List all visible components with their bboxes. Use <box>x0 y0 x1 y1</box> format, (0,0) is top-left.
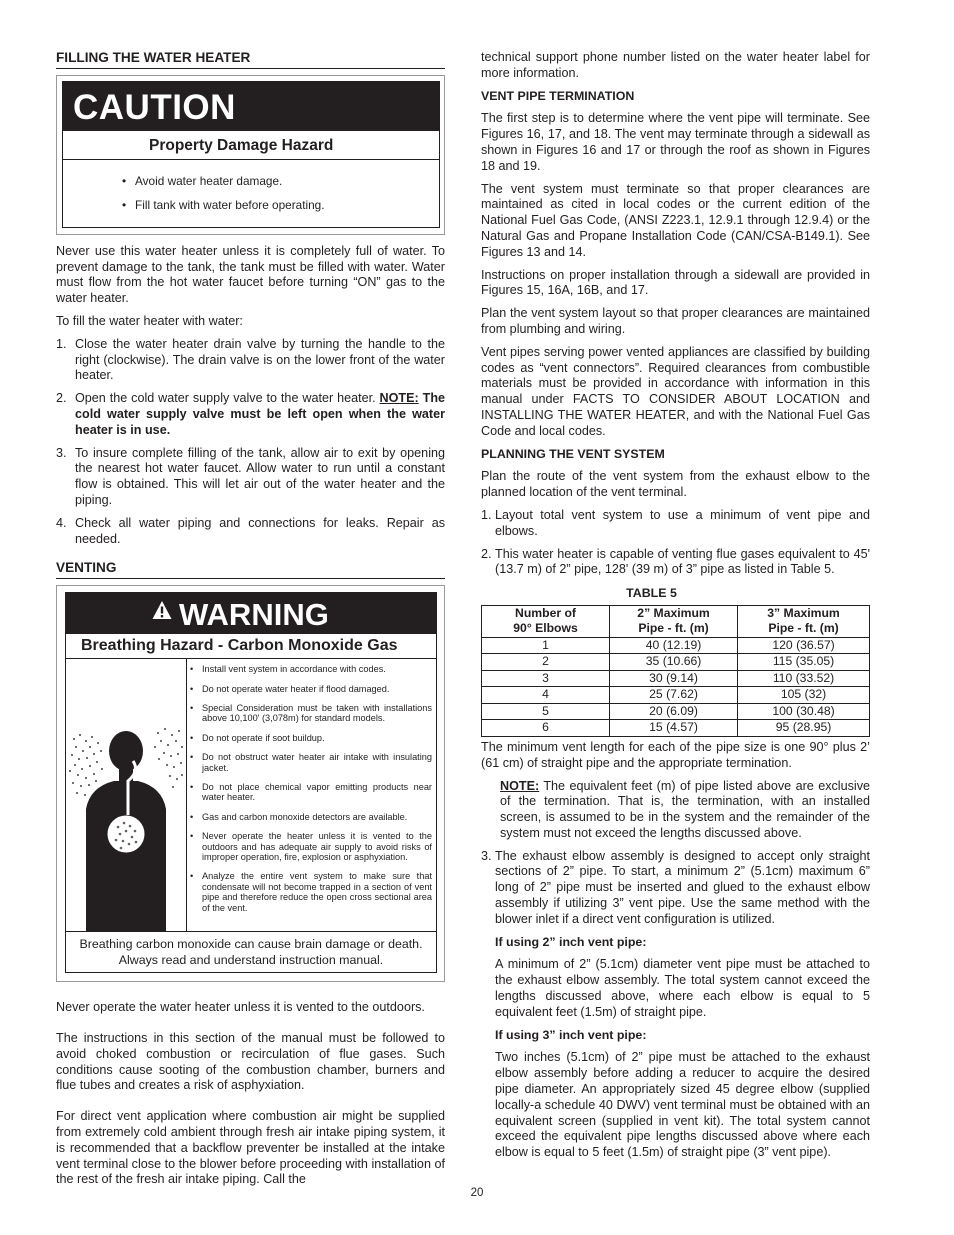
caution-list <box>63 160 439 227</box>
header-line: 3” Maximum <box>767 605 840 620</box>
warning-item: • Do not operate water heater if flood damaged. <box>201 684 432 694</box>
table-cell: 20 (6.09) <box>610 703 738 720</box>
left-column <box>56 50 445 1195</box>
step-text: To insure complete filling of the tank, allow air to exit by opening the nearest hot water faucet. Allow water to run until a constant flow is obtained. This will let air out of the water heater and the piping. <box>75 445 445 507</box>
table-cell: 40 (12.19) <box>610 637 738 654</box>
warning-item: • Analyze the entire vent system to make sure that condensate will not become trapped in a section of vent pipe and therefore reduce the open cross sectional area of the vent. <box>201 871 432 913</box>
warning-footer-line: Always read and understand instruction manual. <box>118 953 384 968</box>
warning-triangle-icon <box>152 600 172 620</box>
step-number: 3. <box>56 445 67 460</box>
heading-planning-vent-system: PLANNING THE VENT SYSTEM <box>481 446 665 461</box>
list-item <box>481 508 870 540</box>
header-line: Pipe - ft. (m) <box>768 621 839 636</box>
paragraph: To fill the water heater with water: <box>56 313 243 328</box>
warning-box <box>56 585 445 982</box>
list-item <box>56 337 445 384</box>
warning-item: • Special Consideration must be taken with installations above 10,100' (3,078m) for standard models. <box>201 703 432 724</box>
warning-item: • Gas and carbon monoxide detectors are available. <box>201 812 432 822</box>
paragraph: Instructions on proper installation through a sidewall are provided in Figures 15, 16A, 16B, and 17. <box>481 267 870 298</box>
warning-footer <box>66 931 436 972</box>
warning-item: • Never operate the heater unless it is vented to the outdoors and has adequate air supply to avoid risks of improper operation, fire, explosion or asphyxiation. <box>201 831 432 862</box>
step-text: The exhaust elbow assembly is designed to accept only straight sections of 2” pipe. To start, a minimum 2” (5.1cm) maximum 6” long of 2” pipe must be inserted and glued to the exhaust elbow assembly if utilizing 3” vent pipe. Use the same method with the blower inlet if a direct vent configuration is utilized. <box>495 848 870 926</box>
list-item <box>481 547 870 579</box>
step-number: 3. <box>481 848 492 863</box>
table-row <box>482 703 870 720</box>
caution-box <box>56 75 445 235</box>
heading-3-inch-pipe: If using 3” inch vent pipe: <box>495 1027 647 1042</box>
table-cell: 120 (36.57) <box>738 637 870 654</box>
table-row <box>482 720 870 737</box>
table-row <box>482 687 870 704</box>
warning-item: • Do not place chemical vapor emitting products near water heater. <box>201 782 432 803</box>
list-item <box>56 446 445 509</box>
table-cell: 115 (35.05) <box>738 654 870 671</box>
header-line: Number of <box>515 605 576 620</box>
step-text: Check all water piping and connections for leaks. Repair as needed. <box>75 515 445 546</box>
caution-title: CAUTION <box>63 82 439 130</box>
warning-item: • Do not obstruct water heater air intake with insulating jacket. <box>201 752 432 773</box>
note-text: The equivalent feet (m) of pipe listed above are exclusive of the termination. That is, the termination, with an installed screen, is assumed to be in the system and the remainder of the system must not exceed the lengths discussed above. <box>500 778 870 840</box>
caution-panel <box>62 81 440 228</box>
step-number: 2. <box>56 391 67 406</box>
paragraph: Vent pipes serving power vented appliances are classified by building codes as “vent connectors”. Required clearances from combustible materials must be provided in accordance with information in this manual under FACTS TO CONSIDER ABOUT LOCATION and INSTALLING THE WATER HEATER, and with the National Fuel Gas Code and local codes. <box>481 344 870 438</box>
fill-steps-list <box>56 337 445 548</box>
step-text: Layout total vent system to use a minimum of vent pipe and elbows. <box>495 507 870 538</box>
warning-body <box>66 658 436 931</box>
step-text: This water heater is capable of venting flue gases equivalent to 45' (13.7 m) of 2” pipe, 128' (39 m) of 3” pipe as listed in Table 5. <box>495 546 870 577</box>
table-cell: 5 <box>482 703 610 720</box>
heading-2-inch-pipe: If using 2” inch vent pipe: <box>495 934 647 949</box>
table-header <box>482 605 610 637</box>
table-cell: 95 (28.95) <box>738 720 870 737</box>
warning-item: • Install vent system in accordance with codes. <box>201 664 432 674</box>
paragraph: The instructions in this section of the manual must be followed to avoid choked combustion or recirculation of flue gases. Such conditions cause sooting of the combustion chamber, burners and flue tubes and creates a risk of asphyxiation. <box>56 1030 445 1093</box>
section-title-filling: FILLING THE WATER HEATER <box>56 50 445 69</box>
paragraph: The minimum vent length for each of the pipe size is one 90° plus 2’ (61 cm) of straight pipe and the appropriate termination. <box>481 739 870 770</box>
step-number: 4. <box>56 515 67 530</box>
table-cell: 1 <box>482 637 610 654</box>
table-cell: 2 <box>482 654 610 671</box>
table-cell: 3 <box>482 670 610 687</box>
step-number: 2. <box>481 546 492 561</box>
paragraph: For direct vent application where combustion air might be supplied from extremely cold ambient through fresh air intake piping system, it is recommended that a backflow preventer be installed at the intake vent terminal close to the blower before proceeding with installation of the rest of the fresh air intake piping. Call the <box>56 1109 445 1187</box>
header-line: Pipe - ft. (m) <box>638 621 709 636</box>
paragraph: The first step is to determine where the vent pipe will terminate. See Figures 16, 17, and 18. The vent may terminate through a sidewall as shown in Figures 16 and 17 or through the roof as shown in Figures 18 and 19. <box>481 111 870 173</box>
warning-list <box>201 664 432 922</box>
caution-subtitle: Property Damage Hazard <box>63 130 439 160</box>
table-header <box>610 605 738 637</box>
step-number: 1. <box>481 507 492 522</box>
note-label: NOTE: <box>500 778 540 793</box>
warning-subtitle: Breathing Hazard - Carbon Monoxide Gas <box>66 633 436 658</box>
paragraph: Plan the route of the vent system from the exhaust elbow to the planned location of the vent terminal. <box>481 469 870 500</box>
list-item <box>56 391 445 438</box>
warning-title: WARNING <box>179 597 329 633</box>
table-header <box>738 605 870 637</box>
header-line: 90° Elbows <box>513 621 578 636</box>
warning-item: • Do not operate if soot buildup. <box>201 733 432 743</box>
vent-length-table <box>481 605 870 737</box>
section-title-venting: VENTING <box>56 560 445 579</box>
table-title: TABLE 5 <box>626 586 677 601</box>
vent-steps-list <box>481 508 870 578</box>
note-paragraph <box>500 779 870 842</box>
table-row <box>482 637 870 654</box>
paragraph: Never use this water heater unless it is completely full of water. To prevent damage to the tank, the tank must be filled with water. Water must flow from the hot water faucet before turning “ON” gas to the water heater. <box>56 243 445 306</box>
list-item <box>481 849 870 928</box>
step-text: Open the cold water supply valve to the water heater. <box>75 391 376 406</box>
warning-panel <box>65 592 437 973</box>
paragraph: The vent system must terminate so that proper clearances are maintained as cited in local codes or the current edition of the National Fuel Gas Code, (ANSI Z223.1, 12.9.1 through 12.9.4) or the Natural Gas and Propane Installation Code (CAN/CSA-B149.1). See Figures 13 and 14. <box>481 181 870 259</box>
warning-footer-line: Breathing carbon monoxide can cause brain damage or death. <box>79 937 423 952</box>
step-number: 1. <box>56 336 67 351</box>
paragraph: Never operate the water heater unless it is vented to the outdoors. <box>56 1000 425 1015</box>
table-cell: 35 (10.66) <box>610 654 738 671</box>
table-cell: 30 (9.14) <box>610 670 738 687</box>
note-text: The cold water supply valve must be left open when the water heater is in use. <box>75 391 446 437</box>
table-cell: 6 <box>482 720 610 737</box>
header-line: 2” Maximum <box>637 605 710 620</box>
paragraph: technical support phone number listed on the water heater label for more information. <box>481 50 870 80</box>
page-number: 20 <box>470 1187 484 1199</box>
heading-vent-pipe-termination: VENT PIPE TERMINATION <box>481 88 635 103</box>
paragraph: Plan the vent system layout so that proper clearances are maintained from plumbing and wiring. <box>481 306 870 336</box>
caution-item: • Avoid water heater damage. <box>135 169 439 193</box>
paragraph: Two inches (5.1cm) of 2” pipe must be attached to the exhaust elbow assembly before adding a reducer to acquire the desired pipe diameter. An appropriately sized 45 degree elbow (supplied locally-a schedule 40 DWV) vent terminal must be obtained with an equivalent screen (supplied in vent kit). The total system cannot exceed the equivalent pipe lengths discussed above where each elbow is equal to 5 feet (1.5m) of straight pipe (3” vent pipe). <box>495 1050 870 1160</box>
table-cell: 105 (32) <box>738 687 870 704</box>
warning-header <box>66 593 436 633</box>
vent-steps-list-continued <box>481 849 870 928</box>
table-row <box>482 654 870 671</box>
table-cell: 100 (30.48) <box>738 703 870 720</box>
paragraph: A minimum of 2” (5.1cm) diameter vent pipe must be attached to the exhaust elbow assembly. The total system cannot exceed the lengths discussed above, where each elbow is equal to 5 equivalent feet (1.5m) of straight pipe. <box>495 957 870 1019</box>
table-cell: 15 (4.57) <box>610 720 738 737</box>
carbon-monoxide-person-icon <box>66 659 187 931</box>
step-text: Close the water heater drain valve by turning the handle to the right (clockwise). The drain valve is on the lower front of the water heater. <box>75 336 445 383</box>
list-item <box>56 516 445 548</box>
table-cell: 25 (7.62) <box>610 687 738 704</box>
table-cell: 4 <box>482 687 610 704</box>
table-row <box>482 670 870 687</box>
right-column <box>481 50 870 1168</box>
caution-item: • Fill tank with water before operating. <box>135 193 439 217</box>
note-label: NOTE: <box>379 391 419 406</box>
table-cell: 110 (33.52) <box>738 670 870 687</box>
